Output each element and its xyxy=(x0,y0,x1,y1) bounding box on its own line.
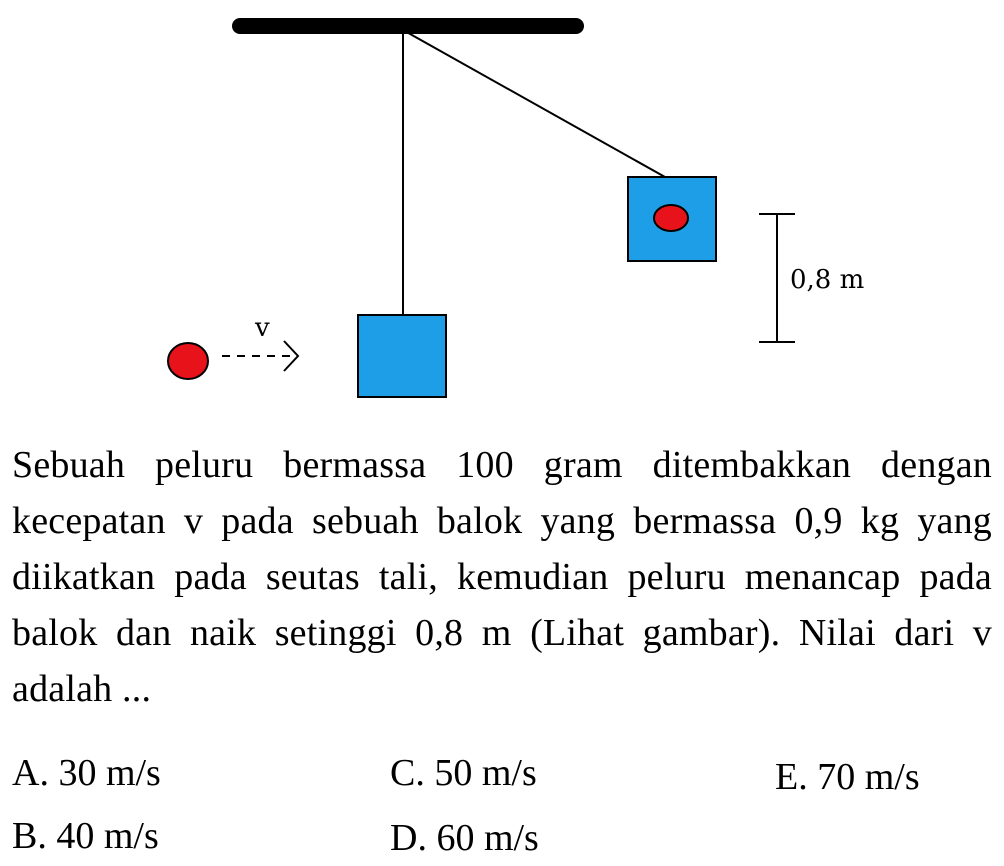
option-d[interactable]: D. 60 m/s xyxy=(390,817,539,859)
option-b[interactable]: B. 40 m/s xyxy=(12,815,159,857)
option-c[interactable]: C. 50 m/s xyxy=(390,752,537,794)
block-rest xyxy=(358,315,446,397)
height-label: 0,8 m xyxy=(790,265,865,295)
pendulum-diagram xyxy=(0,0,1004,420)
option-e[interactable]: E. 70 m/s xyxy=(775,756,920,798)
bullet-embedded xyxy=(654,205,688,231)
ceiling-bar xyxy=(232,18,584,34)
bullet xyxy=(168,343,208,379)
rope-swung xyxy=(403,30,665,177)
option-a[interactable]: A. 30 m/s xyxy=(12,752,161,794)
velocity-label: v xyxy=(255,313,270,343)
question-text: Sebuah peluru bermassa 100 gram ditembakkan dengan kecepatan v pada sebuah balok yang bermassa 0,9 kg yang diikatkan pada seutas tali, kemudian peluru menancap pada balok dan naik setinggi 0,8 m (Lihat gambar). Nilai dari v adalah ... xyxy=(12,444,992,710)
